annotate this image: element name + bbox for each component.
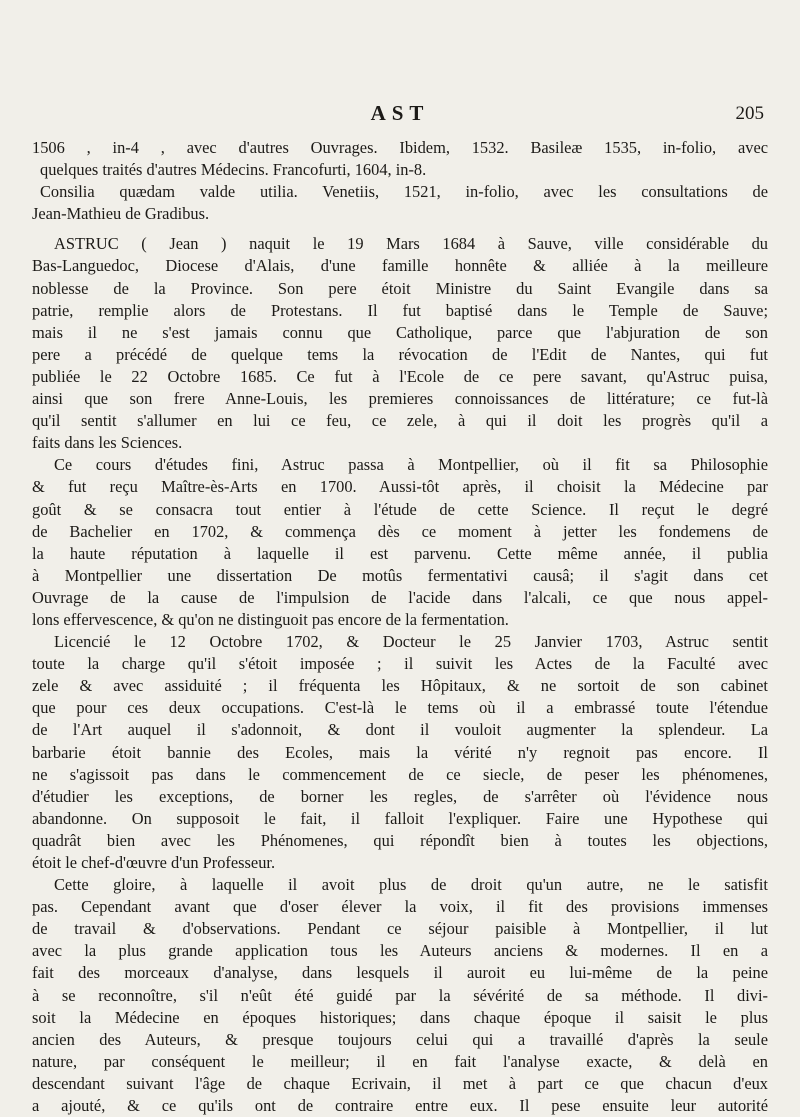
text-line: Consilia quædam valde utilia. Venetiis, 1521, in-folio, avec les consultations de xyxy=(40,182,768,202)
text-line: pere a précédé de quelque tems la révocation de l'Edit de Nantes, qui fut xyxy=(32,344,768,364)
text-line: quelques traités d'autres Médecins. Francofurti, 1604, in-8. xyxy=(40,160,427,180)
text-line: noblesse de la Province. Son pere étoit Ministre du Saint Evangile dans sa xyxy=(32,278,768,298)
text-line: qu'il sentit s'allumer en lui ce feu, ce zele, à qui il doit les progrès qu'il a xyxy=(32,411,768,431)
text-line: a ajouté, & ce qu'ils ont de contraire entre eux. Il pese ensuite leur autorité xyxy=(32,1096,768,1116)
text-line: patrie, remplie alors de Protestans. Il fut baptisé dans le Temple de Sauve; xyxy=(32,300,768,320)
text-line: ainsi que son frere Anne-Louis, les premieres connoissances de littérature; ce fut-là xyxy=(32,389,768,409)
text-line: Ce cours d'études fini, Astruc passa à Montpellier, où il fit sa Philosophie xyxy=(54,455,768,475)
text-line: quadrât bien avec les Phénomenes, qui répondît bien à toutes les objections, xyxy=(32,830,768,850)
text-line: d'étudier les exceptions, de borner les regles, de s'arrêter où l'évidence nous xyxy=(32,786,768,806)
text-line: ASTRUC ( Jean ) naquit le 19 Mars 1684 à Sauve, ville considérable du xyxy=(54,234,768,254)
text-line: faits dans les Sciences. xyxy=(32,433,183,453)
text-line: Ouvrage de la cause de l'impulsion de l'acide dans l'alcali, ce que nous appel- xyxy=(32,587,768,607)
body-text xyxy=(32,137,768,1117)
text-line: lons effervescence, & qu'on ne distinguoit pas encore de la fermentation. xyxy=(32,609,509,629)
text-line: descendant suivant l'âge de chaque Ecrivain, il met à part ce que chacun d'eux xyxy=(32,1073,768,1093)
text-line: toute la charge qu'il s'étoit imposée ; il suivit les Actes de la Faculté avec xyxy=(32,654,768,674)
text-line: & fut reçu Maître-ès-Arts en 1700. Aussi-tôt après, il choisit la Médecine par xyxy=(32,477,768,497)
text-line: zele & avec assiduité ; il fréquenta les Hôpitaux, & ne sortoit de son cabinet xyxy=(32,676,768,696)
text-line: de travail & d'observations. Pendant ce séjour paisible à Montpellier, il lut xyxy=(32,919,768,939)
text-line: fait des morceaux d'analyse, dans lesquels il auroit eu lui-même de la peine xyxy=(32,963,768,983)
running-title: AST xyxy=(370,101,430,125)
text-line: de Bachelier en 1702, & commença dès ce moment à jetter les fondemens de xyxy=(32,521,768,541)
text-line: mais il ne s'est jamais connu que Catholique, parce que l'abjuration de son xyxy=(32,322,768,342)
text-line: goût & se consacra tout entier à l'étude de cette Science. Il reçut le degré xyxy=(32,499,768,519)
text-line: ne s'agissoit pas dans le commencement de ce siecle, de peser les phénomenes, xyxy=(32,764,768,784)
text-line: Jean-Mathieu de Gradibus. xyxy=(32,204,210,224)
text-line: ancien des Auteurs, & presque toujours celui qui a travaillé d'après la seule xyxy=(32,1029,768,1049)
text-line: soit la Médecine en époques historiques; dans chaque époque il saisit le plus xyxy=(32,1007,768,1027)
text-line: avec la plus grande application tous les Auteurs anciens & modernes. Il en a xyxy=(32,941,768,961)
text-line: à se reconnoître, s'il n'eût été guidé par la sévérité de sa méthode. Il divi- xyxy=(32,985,768,1005)
page-number: 205 xyxy=(735,103,764,124)
text-line: que pour ces deux occupations. C'est-là le tems où il a embrassé toute l'étendue xyxy=(32,698,768,718)
text-line: de l'Art auquel il s'adonnoit, & dont il vouloit augmenter la splendeur. La xyxy=(32,720,768,740)
text-line: nature, par conséquent le meilleur; il en fait l'analyse exacte, & delà en xyxy=(32,1051,768,1071)
text-line: étoit le chef-d'œuvre d'un Professeur. xyxy=(32,853,276,872)
text-line: Bas-Languedoc, Diocese d'Alais, d'une famille honnête & alliée à la meilleure xyxy=(32,256,768,276)
text-line: 1506 , in-4 , avec d'autres Ouvrages. Ibidem, 1532. Basileæ 1535, in-folio, avec xyxy=(32,138,768,157)
text-line: pas. Cependant avant que d'oser élever la voix, il fit des provisions immenses xyxy=(32,897,768,917)
text-line: la haute réputation à laquelle il est parvenu. Cette même année, il publia xyxy=(32,543,768,563)
paragraph-gap xyxy=(32,225,768,233)
text-line: publiée le 22 Octobre 1685. Ce fut à l'Ecole de ce pere savant, qu'Astruc puisa, xyxy=(32,366,768,386)
text-line: à Montpellier une dissertation De motûs fermentativi causâ; il s'agit dans cet xyxy=(32,565,768,585)
running-head xyxy=(32,101,768,127)
text-line: abandonne. On supposoit le fait, il falloit l'expliquer. Faire une Hypothese qui xyxy=(32,808,768,828)
text-line: Cette gloire, à laquelle il avoit plus de droit qu'un autre, ne le satisfit xyxy=(54,875,768,895)
text-line: Licencié le 12 Octobre 1702, & Docteur le 25 Janvier 1703, Astruc sentit xyxy=(54,632,768,652)
text-line: barbarie étoit bannie des Ecoles, mais la vérité n'y regnoit pas encore. Il xyxy=(32,742,768,762)
